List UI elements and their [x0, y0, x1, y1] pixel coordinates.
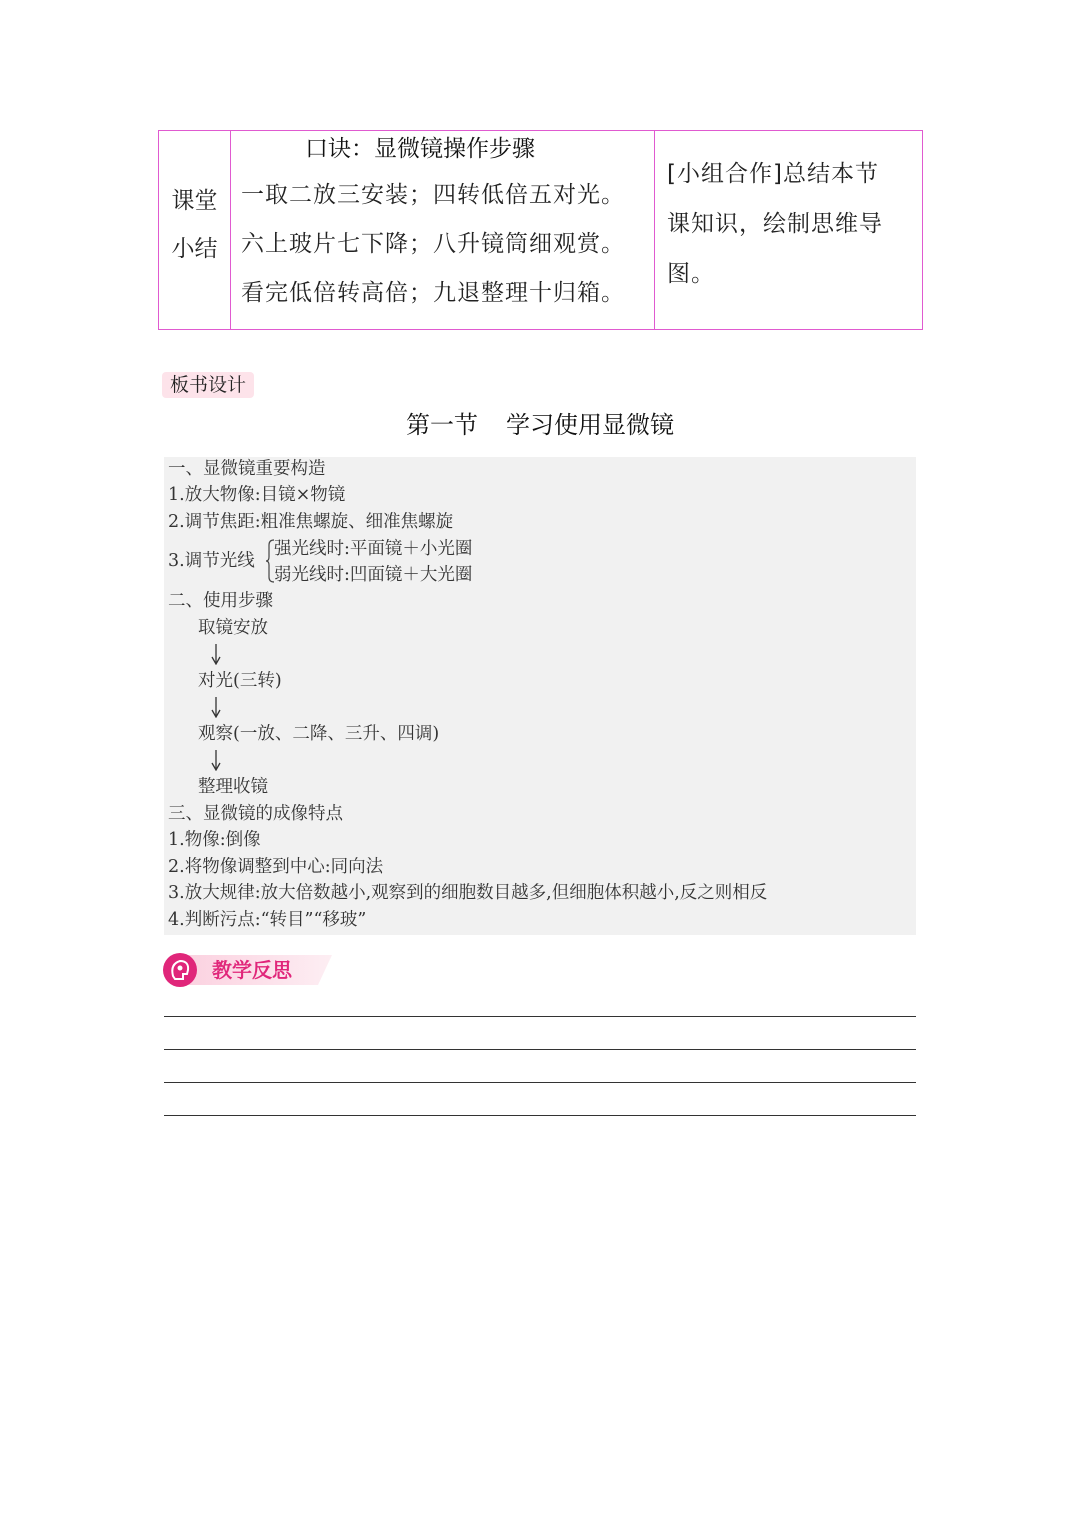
board-line-imaging-3: 3.放大规律:放大倍数越小,观察到的细胞数目越多,但细胞体积越小,反之则相反 — [168, 883, 768, 903]
board-line-imaging-1: 1.物像:倒像 — [168, 830, 261, 850]
summary-label-line2: 小结 — [171, 236, 218, 262]
reflection-write-line — [164, 1115, 916, 1116]
mnemonic-cell — [231, 131, 655, 329]
board-line-imaging-4: 4.判断污点:“转目”“移玻” — [168, 910, 367, 930]
board-line-structure-2: 2.调节焦距:粗准焦螺旋、细准焦螺旋 — [168, 512, 454, 532]
mnemonic-line-1: 一取二放三安装；四转低倍五对光。 — [241, 182, 625, 208]
mnemonic-title: 口诀：显微镜操作步骤 — [305, 136, 535, 162]
summary-label-cell — [159, 131, 231, 329]
arrow-down-icon — [210, 643, 222, 665]
board-step-2: 对光(三转) — [198, 671, 282, 691]
board-design-tag: 板书设计 — [162, 372, 254, 398]
board-step-1: 取镜安放 — [198, 618, 268, 638]
board-light-strong: 强光线时:平面镜＋小光圈 — [274, 539, 473, 559]
group-work-tag: [小组合作] — [667, 161, 783, 187]
board-design-panel — [164, 457, 916, 935]
board-line-structure-1: 1.放大物像:目镜×物镜 — [168, 485, 346, 505]
reflection-write-line — [164, 1049, 916, 1050]
mnemonic-line-3: 看完低倍转高倍；九退整理十归箱。 — [241, 280, 625, 306]
mnemonic-line-2: 六上玻片七下降；八升镜筒细观赏。 — [241, 231, 625, 257]
board-step-3: 观察(一放、二降、三升、四调) — [198, 724, 440, 744]
board-step-4: 整理收镜 — [198, 777, 268, 797]
arrow-down-icon — [210, 696, 222, 718]
board-heading-3: 三、显微镜的成像特点 — [168, 804, 343, 824]
reflection-write-line — [164, 1016, 916, 1017]
section-title — [0, 408, 1080, 442]
reflection-label: 教学反思 — [212, 958, 292, 982]
group-work-text-2: 课知识，绘制思维导 — [667, 211, 883, 237]
section-title-number: 第一节 — [406, 411, 478, 439]
group-work-text-1: 总结本节 — [782, 161, 879, 187]
group-work-cell — [655, 131, 922, 329]
reflection-write-line — [164, 1082, 916, 1083]
board-light-weak: 弱光线时:凹面镜＋大光圈 — [274, 565, 473, 585]
board-heading-2: 二、使用步骤 — [168, 591, 273, 611]
section-title-text: 学习使用显微镜 — [506, 411, 674, 439]
board-line-imaging-2: 2.将物像调整到中心:同向法 — [168, 857, 384, 877]
arrow-down-icon — [210, 749, 222, 771]
summary-label-line1: 课堂 — [171, 188, 218, 214]
board-line-structure-3: 3.调节光线 — [168, 551, 255, 571]
group-work-text-3: 图。 — [667, 261, 715, 287]
board-heading-1: 一、显微镜重要构造 — [168, 459, 326, 479]
class-summary-table — [158, 130, 923, 330]
